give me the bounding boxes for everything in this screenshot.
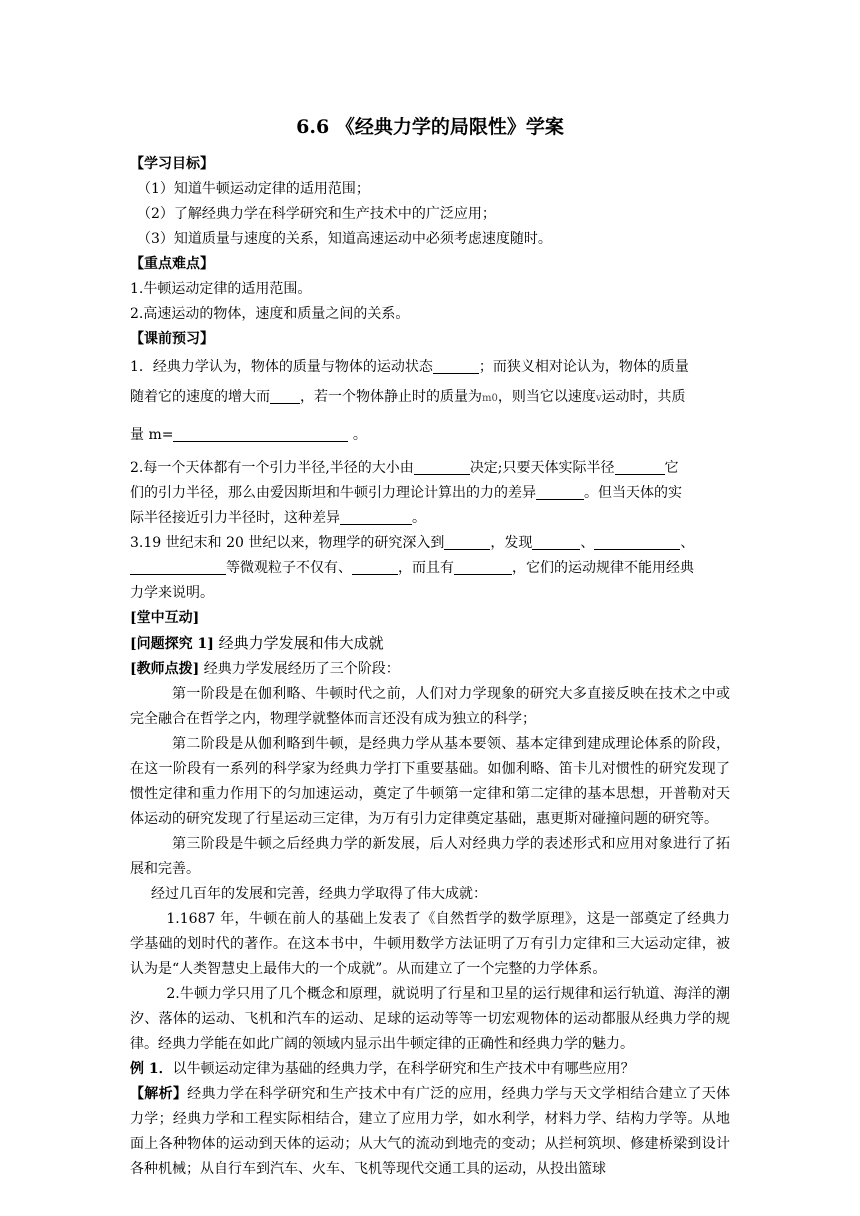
answer-blank[interactable]: [340, 508, 412, 525]
answer-blank[interactable]: [130, 558, 226, 575]
objectives-heading: 【学习目标】: [130, 156, 214, 172]
example-label: 例 1．: [130, 1061, 173, 1077]
formula-m0: m0: [482, 393, 498, 404]
analysis: [130, 1082, 730, 1182]
stage-1: 第一阶段是在伽利略、牛顿时代之前，人们对力学现象的研究大多直接反映在技术之中或完全融合在哲学之内，物理学就整体而言还没有成为独立的科学；: [130, 686, 730, 727]
example-text: 以牛顿运动定律为基础的经典力学，在科学研究和生产技术中有哪些应用？: [172, 1061, 635, 1077]
answer-blank[interactable]: [433, 357, 479, 374]
key-point-item: 1.牛顿运动定律的适用范围。: [130, 281, 312, 297]
analysis-label: 【解析】: [130, 1086, 188, 1102]
teacher-line: [130, 657, 730, 682]
key-points-heading: 【重点难点】: [130, 256, 214, 272]
answer-blank[interactable]: [173, 425, 348, 442]
preview-question-3: 3.19 世纪末和 20 世纪以来，物理学的研究深入到 ，发现 、 、 等微观粒子不仅有、 ，而且有 ，它们的运动规律不能用经典 力学来说明。: [130, 535, 695, 601]
answer-blank[interactable]: [615, 458, 665, 475]
answer-blank[interactable]: [352, 558, 398, 575]
key-point-item: 2.高速运动的物体，速度和质量之间的关系。: [130, 306, 410, 322]
preview-heading: 【课前预习】: [130, 331, 214, 347]
explore-label: [问题探究 1]: [130, 636, 214, 652]
formula-v: v: [595, 393, 602, 404]
example-1: [130, 1057, 730, 1082]
preview-question-1: 1．经典力学认为，物体的质量与物体的运动状态 ；而狭义相对论认为，物体的质量 随着它的速度的增大而 ，若一个物体静止时的质量为m0，则当它以速度v运动时，共质: [130, 359, 689, 405]
analysis-text: 经典力学在科学研究和生产技术中有广泛的应用，经典力学与天文学相结合建立了天体力学；经典力学和工程实际相结合，建立了应用力学，如水利学，材料力学、结构力学等。从地面上各种物体的运动到天体的运动；从大气的流动到地壳的变动；从拦柯筑坝、修建桥梁到设计各种机械；从自行车到汽车、火车、飞机等现代交通工具的运动，从投出篮球: [130, 1086, 730, 1177]
achievement-intro: 经过几百年的发展和完善，经典力学取得了伟大成就：: [151, 886, 487, 902]
document-page: [130, 112, 730, 1182]
achievement-2: 2.牛顿力学只用了几个概念和原理，就说明了行星和卫星的运行规律和运行轨道、海洋的潮汐、落体的运动、飞机和汽车的运动、足球的运动等等一切宏观物体的运动都服从经典力学的规律。经典力学能在如此广阔的领域内显示出牛顿定律的正确性和经典力学的魅力。: [130, 986, 730, 1052]
answer-blank[interactable]: [532, 533, 580, 550]
preview-question-2: 2.每一个天体都有一个引力半径,半径的大小由 决定;只要天体实际半径 它 们的引力半径，那么由爱因斯坦和牛顿引力理论计算出的力的差异 。但当天体的实 际半径接近引力半径时，这种差异 。: [130, 460, 682, 526]
preview-question-1-mass: 量 m= 。: [130, 427, 367, 443]
stage-2: 第二阶段是从伽利略到牛顿，是经典力学从基本要领、基本定律到建成理论体系的阶段，在这一阶段有一系列的科学家为经典力学打下重要基础。如伽利略、笛卡儿对惯性的研究发现了惯性定律和重力作用下的匀加速运动，奠定了牛顿第一定律和第二定律的基本思想，开普勒对天体运动的研究发现了行星运动三定律，为万有引力定律奠定基础，惠更斯对碰撞问题的研究等。: [130, 736, 730, 827]
teacher-text: 经典力学发展经历了三个阶段：: [199, 661, 400, 677]
explore-title: 经典力学发展和伟大成就: [213, 634, 384, 652]
stage-3: 第三阶段是牛顿之后经典力学的新发展，后人对经典力学的表述形式和应用对象进行了拓展和完善。: [130, 836, 730, 877]
objective-item: （1）知道牛顿运动定律的适用范围；: [137, 181, 370, 197]
teacher-label: [教师点拨]: [130, 661, 200, 677]
achievement-1: 1.1687 年，牛顿在前人的基础上发表了《自然哲学的数学原理》，这是一部奠定了经典力学基础的划时代的著作。在这本书中，牛顿用数学方法证明了万有引力定律和三大运动定律，被认为是“人类智慧史上最伟大的一个成就”。从而建立了一个完整的力学体系。: [130, 911, 730, 977]
answer-blank[interactable]: [536, 483, 584, 500]
objective-item: （3）知道质量与速度的关系，知道高速运动中必须考虑速度随时。: [137, 231, 552, 247]
explore-line: [130, 631, 730, 657]
answer-blank[interactable]: [454, 558, 512, 575]
objective-item: （2）了解经典力学在科学研究和生产技术中的广泛应用；: [137, 206, 496, 222]
answer-blank[interactable]: [444, 533, 490, 550]
interaction-heading: [堂中互动]: [130, 610, 200, 626]
answer-blank[interactable]: [270, 387, 300, 404]
answer-blank[interactable]: [414, 458, 470, 475]
answer-blank[interactable]: [594, 533, 680, 550]
page-title: 6.6 《经典力学的局限性》学案: [296, 116, 564, 138]
